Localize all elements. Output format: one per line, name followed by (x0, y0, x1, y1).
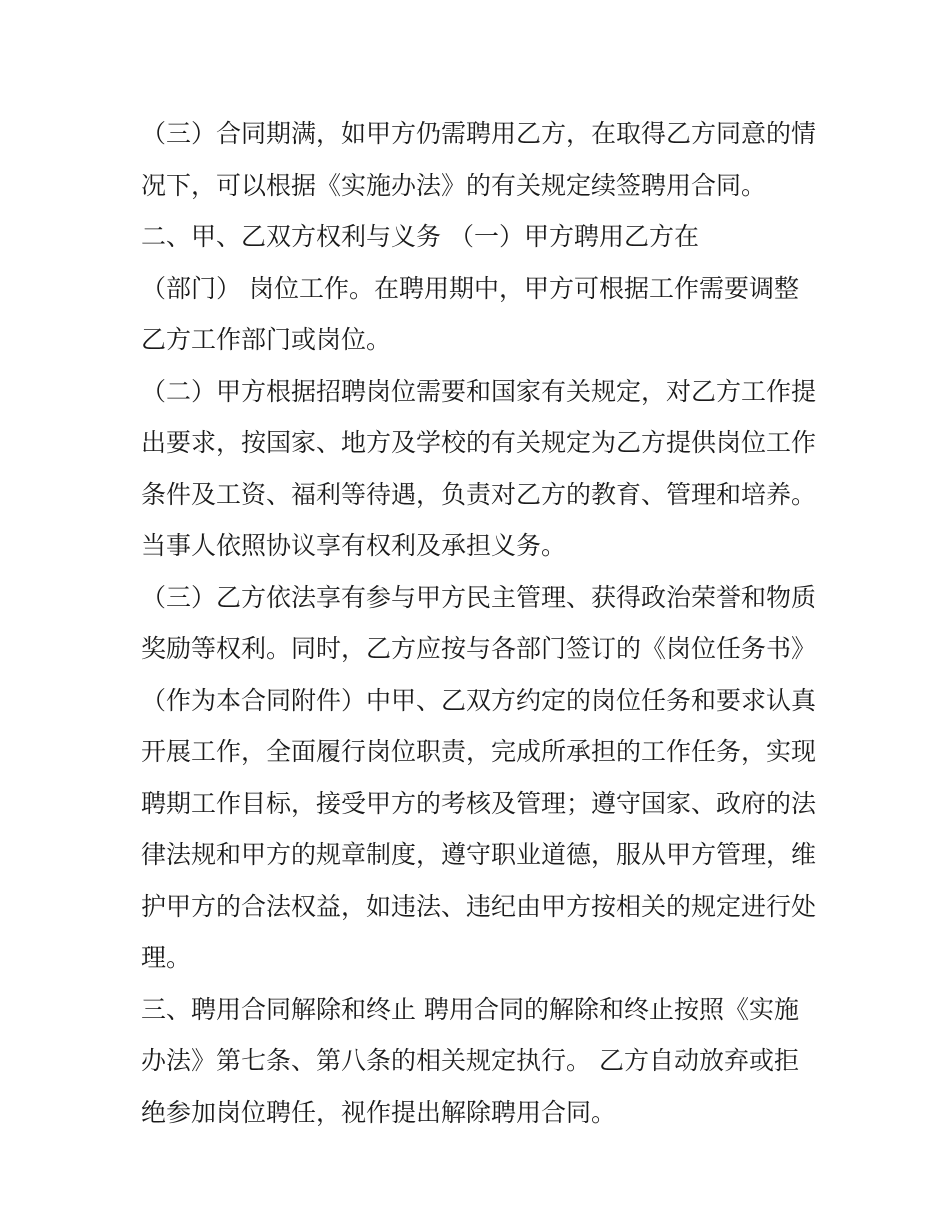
text-line: 出要求，按国家、地方及学校的有关规定为乙方提供岗位工作 (141, 428, 817, 457)
section-heading-line: 三、聘用合同解除和终止 聘用合同的解除和终止按照《实施 (141, 994, 799, 1024)
text-line: （三）合同期满，如甲方仍需聘用乙方，在取得乙方同意的情 (141, 119, 817, 148)
text-line: 条件及工资、福利等待遇，负责对乙方的教育、管理和培养。 (141, 479, 817, 509)
text-line: 当事人依照协议享有权利及承担义务。 (141, 531, 567, 560)
text-line: 绝参加岗位聘任，视作提出解除聘用合同。 (141, 1097, 617, 1127)
text-line: 聘期工作目标，接受甲方的考核及管理；遵守国家、政府的法 (141, 788, 817, 818)
text-line: （部门） 岗位工作。在聘用期中，甲方可根据工作需要调整 (141, 273, 799, 303)
text-line: （三）乙方依法享有参与甲方民主管理、获得政治荣誉和物质 (141, 582, 817, 612)
section-heading-line: 二、甲、乙双方权利与义务 （一）甲方聘用乙方在 (141, 222, 699, 251)
text-line: 开展工作，全面履行岗位职责，完成所承担的工作任务，实现 (141, 737, 817, 766)
text-line: 律法规和甲方的规章制度，遵守职业道德，服从甲方管理，维 (141, 840, 817, 869)
text-line: 况下，可以根据《实施办法》的有关规定续签聘用合同。 (141, 170, 767, 200)
text-line: 护甲方的合法权益，如违法、违纪由甲方按相关的规定进行处 (141, 891, 817, 921)
text-line: 奖励等权利。同时，乙方应按与各部门签订的《岗位任务书》 (141, 634, 817, 663)
text-line: 乙方工作部门或岗位。 (141, 325, 392, 354)
document-body (141, 108, 821, 1138)
text-line: （二）甲方根据招聘岗位需要和国家有关规定，对乙方工作提 (141, 376, 817, 406)
text-line: （作为本合同附件）中甲、乙双方约定的岗位任务和要求认真 (141, 685, 817, 715)
text-line: 办法》第七条、第八条的相关规定执行。 乙方自动放弃或拒 (141, 1046, 799, 1075)
text-line: 理。 (141, 943, 192, 972)
